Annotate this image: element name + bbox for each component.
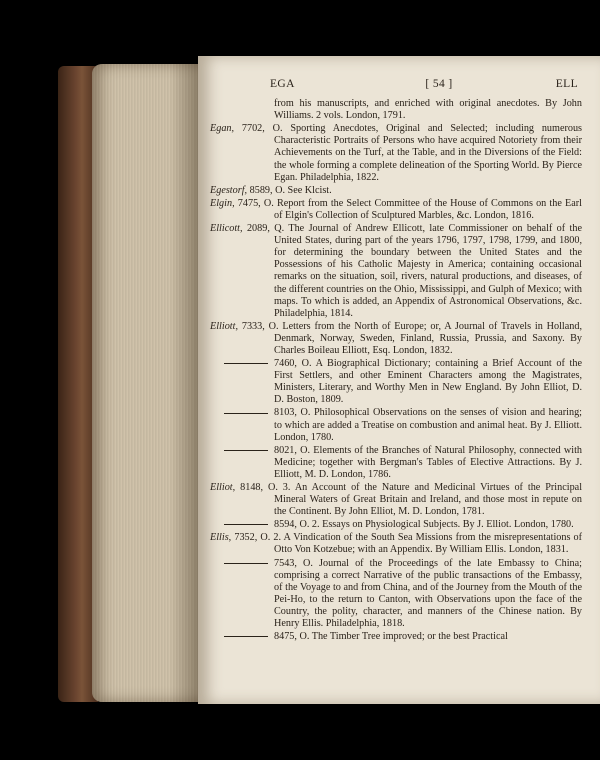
catalog-entry: [210, 631, 582, 643]
entry-number: 7543,: [274, 557, 297, 569]
entry-number: 8475,: [274, 631, 297, 643]
entry-number: 7333,: [241, 320, 265, 332]
ditto-dash: [224, 524, 268, 525]
entry-author: Elliott,: [210, 320, 239, 332]
header-right: ELL: [555, 78, 578, 90]
catalog-entry: [210, 358, 582, 406]
entry-text: O. 2. A Vindication of the South Sea Missions from the misrepresentations of Otto Von Kotzebue; with an Appendix. By William Ellis. London, 1831.: [260, 532, 583, 556]
catalog-entry: [210, 482, 582, 518]
entry-text: O. Elements of the Branches of Natural Philosophy, connected with Medicine; together with Bergman's Tables of Elective Attractions. By J. Elliott, M. D. London, 1786.: [274, 444, 583, 480]
catalog-entry: [210, 123, 582, 183]
entry-author: Egestorf,: [210, 184, 248, 196]
entry-text: O. Philosophical Observations on the senses of vision and hearing; to which are added a Treatise on combustion and animal heat. By J. Elliott. London, 1780.: [274, 407, 583, 443]
entry-text: O. 2. Essays on Physiological Subjects. By J. Elliot. London, 1780.: [299, 519, 574, 531]
running-header: [270, 78, 582, 90]
ditto-dash: [224, 363, 268, 364]
entry-text: O. Report from the Select Committee of the House of Commons on the Earl of Elgin's Collection of Sculptured Marbles, &c. London, 1816.: [263, 197, 583, 221]
catalog-entry: [210, 445, 582, 481]
entry-text: O. Sporting Anecdotes, Original and Selected; including numerous Characteristic Portraits of Persons who have acquired Notoriety from their Achievements on the Turf, at the Table, and in the Diversions of the Field: the whole forming a complete delineation of the Sporting World. By Pierce Egan. Philadelphia, 1822.: [272, 123, 583, 183]
entry-text: O. A Biographical Dictionary; containing a Brief Account of the First Settlers, and other Eminent Characters among the Magistrates, Ministers, Literary, and Worthy Men in New England. By John Elliot, D. D. Boston, 1809.: [274, 358, 583, 406]
ditto-dash: [224, 563, 268, 564]
entry-text: O. 3. An Account of the Nature and Medicinal Virtues of the Principal Mineral Waters of Great Britain and Ireland, and those most in repute on the Continent. By John Elliot, M. D. London, 1781.: [267, 482, 583, 518]
entry-author: Egan,: [210, 123, 235, 135]
catalog-entry: [210, 519, 582, 531]
entry-text: O. Letters from the North of Europe; or, A Journal of Travels in Holland, Denmark, Norway, Sweden, Finland, Russia, Prussia, and Saxony. By Charles Boileau Elliott, Esq. London, 1832.: [268, 320, 583, 356]
catalog-entry: [210, 185, 582, 197]
entry-number: 8594,: [274, 519, 297, 531]
entry-number: 2089,: [246, 223, 270, 235]
entry-number: 7702,: [241, 123, 265, 135]
ditto-dash: [224, 450, 268, 451]
entry-number: 8148,: [240, 482, 264, 493]
catalog-entry: [210, 321, 582, 357]
header-left: EGA: [270, 78, 295, 90]
catalog-entries: [210, 98, 582, 643]
page-content: [210, 78, 582, 644]
entry-number: 8589,: [249, 184, 273, 196]
entry-author: Ellicott,: [210, 223, 243, 235]
entry-number: 7475,: [237, 197, 261, 209]
catalog-entry: [210, 558, 582, 631]
entry-text: O. The Timber Tree improved; or the best Practical: [299, 631, 508, 643]
entry-author: Ellis,: [210, 532, 232, 544]
entry-text: Q. The Journal of Andrew Ellicott, late Commissioner on behalf of the United States, during part of the years 1796, 1797, 1798, 1799, and 1800, for determining the boundary between the United States and the Possessions of his Catholic Majesty in America; containing occasional remarks on the situation, soil, rivers, natural productions, and diseases, of the different countries on the Ohio, Mississippi, and Gulph of Mexico; with maps. To which is added, an Appendix of Astronomical Observations, &c. Philadelphia, 1814.: [274, 223, 582, 319]
catalog-entry: [210, 407, 582, 443]
entry-text: O. Journal of the Proceedings of the late Embassy to China; comprising a correct Narrative of the public transactions of the Embassy, of the Voyage to and from China, and of the Journey from the Mouth of the Pei-Ho, to the return to Canton, with Observations upon the face of the Country, the polity, character, and manners of the Chinese nation. By Henry Ellis. Philadelphia, 1818.: [274, 557, 582, 630]
catalog-entry: [210, 532, 582, 556]
catalog-entry: [210, 98, 582, 122]
book-page: [198, 56, 600, 704]
entry-number: 7352,: [234, 532, 258, 544]
entry-author: Elgin,: [210, 197, 235, 209]
ditto-dash: [224, 636, 268, 637]
page-number: [ 54 ]: [425, 78, 453, 90]
entry-text: from his manuscripts, and enriched with original anecdotes. By John Williams. 2 vols. London, 1791.: [274, 98, 582, 122]
ditto-dash: [224, 413, 268, 414]
entry-author: Elliot,: [210, 482, 236, 493]
entry-number: 8103,: [274, 407, 297, 419]
entry-number: 7460,: [274, 358, 297, 370]
entry-text: O. See Klcist.: [275, 184, 332, 196]
entry-number: 8021,: [274, 444, 297, 456]
catalog-entry: [210, 198, 582, 222]
catalog-entry: [210, 223, 582, 320]
